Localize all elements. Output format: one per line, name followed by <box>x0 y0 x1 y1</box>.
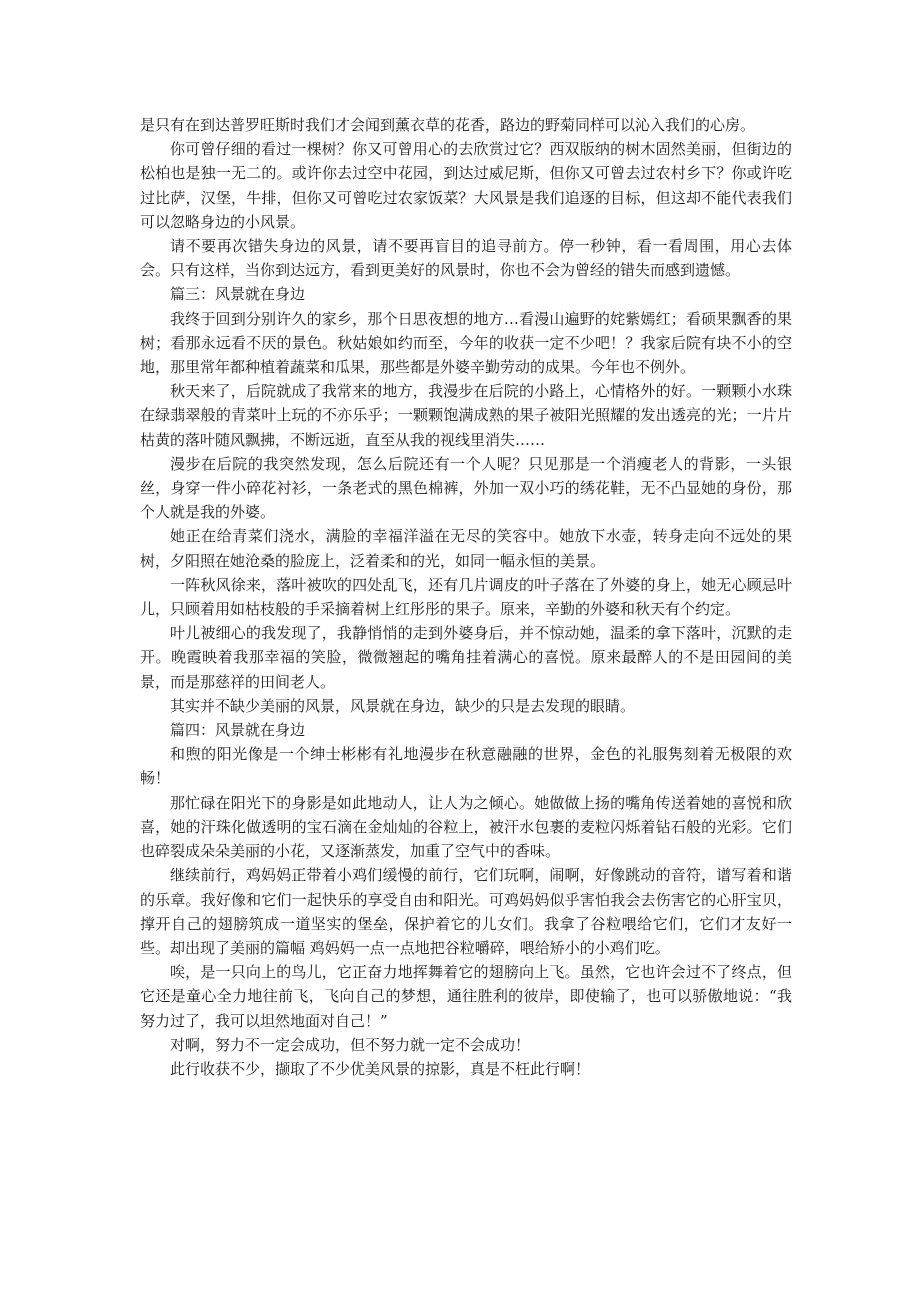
para-autumn-wind: 一阵秋风徐来，落叶被吹的四处乱飞，还有几片调皮的叶子落在了外婆的身上，她无心顾忌叶儿，只顾着用如枯枝般的手采摘着树上红彤彤的果子。原来，辛勤的外婆和秋天有个约定。 <box>140 575 792 619</box>
para-autumn-yard: 秋天来了，后院就成了我常来的地方，我漫步在后院的小路上，心情格外的好。一颗颗小水珠在绿翡翠般的青菜叶上玩的不亦乐乎；一颗颗饱满成熟的果子被阳光照耀的发出透亮的光；一片片枯黄的落叶随风飘拂，不断远逝，直至从我的视线里消失…… <box>140 382 792 449</box>
para-leaf: 叶儿被细心的我发现了，我静悄悄的走到外婆身后，并不惊动她，温柔的拿下落叶，沉默的走开。晚霞映着我那幸福的笑脸，微微翘起的嘴角挂着满心的喜悦。原来最醉人的不是田园间的美景，而是那慈祥的田间老人。 <box>140 624 792 691</box>
document-page <box>140 113 792 1081</box>
para-hometown: 我终于回到分别许久的家乡，那个日思夜想的地方…看漫山遍野的姹紫嫣红；看硕果飘香的果树；看那永远看不厌的景色。秋姑娘如约而至，今年的收获一定不少吧！？我家后院有块不小的空地，那里常年都种植着蔬菜和瓜果，那些都是外婆辛勤劳动的成果。今年也不例外。 <box>140 309 792 377</box>
para-watering: 她正在给青菜们浇水，满脸的幸福洋溢在无尽的笑容中。她放下水壶，转身走向不远处的果树，夕阳照在她沧桑的脸庞上，泛着柔和的光，如同一幅永恒的美景。 <box>140 527 792 570</box>
heading-part-four: 篇四：风景就在身边 <box>170 721 306 740</box>
para-final: 此行收获不少，撷取了不少优美风景的掠影，真是不枉此行啊！ <box>170 1059 591 1078</box>
para-advice: 请不要再次错失身边的风景，请不要再盲目的追寻前方。停一秒钟，看一看周围，用心去体会。只有这样，当你到达远方，看到更美好的风景时，你也不会为曾经的错失而感到遗憾。 <box>140 237 792 280</box>
para-effort: 对啊，努力不一定会成功，但不努力就一定不会成功！ <box>170 1035 531 1054</box>
para-continuation: 是只有在到达普罗旺斯时我们才会闻到薰衣草的花香，路边的野菊同样可以沁入我们的心房。 <box>140 116 756 134</box>
para-hens: 继续前行，鸡妈妈正带着小鸡们缓慢的前行，它们玩啊，闹啊，好像跳动的音符，谱写着和谐的乐章。我好像和它们一起快乐的享受自由和阳光。可鸡妈妈似乎害怕我会去伤害它的心肝宝贝，撑开自己的翅膀筑成一道坚实的堡垒，保护着它的儿女们。我拿了谷粒喂给它们，它们才友好一些。却出现了美丽的篇幅 鸡妈妈一点一点地把谷粒嚼碎，喂给矫小的小鸡们吃。 <box>140 866 792 957</box>
para-conclusion-three: 其实并不缺少美丽的风景，风景就在身边，缺少的只是去发现的眼睛。 <box>170 696 636 715</box>
para-sunlight: 和煦的阳光像是一个绅士彬彬有礼地漫步在秋意融融的世界，金色的礼服隽刻着无极限的欢畅！ <box>140 745 792 788</box>
para-grandma-figure: 漫步在后院的我突然发现，怎么后院还有一个人呢？只见那是一个消瘦老人的背影，一头银丝，身穿一件小碎花衬衫，一条老式的黑色棉裤，外加一双小巧的绣花鞋，无不凸显她的身份，那个人就是我的外婆。 <box>140 454 792 522</box>
para-bird: 唉，是一只向上的鸟儿，它正奋力地挥舞着它的翅膀向上飞。虽然，它也许会过不了终点，但它还是童心全力地往前飞，飞向自己的梦想，通往胜利的彼岸，即使输了，也可以骄傲地说：“我努力过了，我可以坦然地面对自己！” <box>140 963 792 1030</box>
para-busy-figure: 那忙碌在阳光下的身影是如此地动人，让人为之倾心。她做做上扬的嘴角传送着她的喜悦和欣喜，她的汗珠化做透明的宝石滴在金灿灿的谷粒上，被汗水包裹的麦粒闪烁着钻石般的光彩。它们也碎裂成朵朵美丽的小花，又逐渐蒸发，加重了空气中的香味。 <box>140 793 792 861</box>
para-question: 你可曾仔细的看过一棵树？你又可曾用心的去欣赏过它？西双版纳的树木固然美丽，但街边的松柏也是独一无二的。或许你去过空中花园，到达过威尼斯，但你又可曾去过农村乡下？你或许吃过比萨，汉堡，牛排，但你又可曾吃过农家饭菜？大风景是我们追逐的目标，但这却不能代表我们可以忽略身边的小风景。 <box>140 140 792 231</box>
heading-part-three: 篇三：风景就在身边 <box>170 285 306 304</box>
